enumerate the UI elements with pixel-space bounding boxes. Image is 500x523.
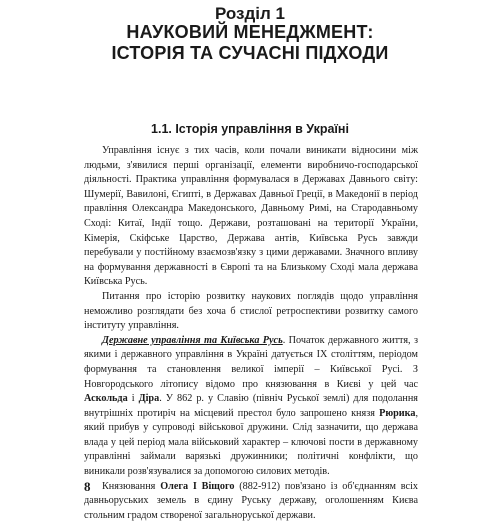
paragraph-3-text-c: , який прибув у супроводі військової дружини. Слід зазначити, що держава влада у цей період мала військовий характер – ключові пости в державному управлінні займали варязькі дружинники; політичні конфлікти, що виникали розв'язувалися за допомогою силових методів.	[84, 407, 418, 478]
chapter-title-line-2: ІСТОРІЯ ТА СУЧАСНІ ПІДХОДИ	[111, 43, 389, 63]
paragraph-1: Управління існує з тих часів, коли почали виникати відносини між людьми, з'явилися перші організації, елементи виробничо-господарської діяльності. Практика управління формувалася в Державах Давнього світу: Шумерії, Вавилоні, Єгипті, в Державах Давньої Греції, в Македонії в період правління Олександра Македонського, Давньому Римі, на Стародавньому Сході: Китаї, Індії тощо. Держави, розташовані на території України, Кімерія, Скіфське Царство, Держава антів, Київська Русь завжди перебували у постійному взаємозв'язку з цими державами. Значного впливу на формування державності в Європі та на Близькому Сході мала держава Київська Русь.	[84, 145, 418, 288]
name-dir: Діра	[138, 393, 160, 405]
paragraph-3-heading: Державне управління та Київська Русь	[102, 334, 283, 346]
paragraph-3-text-a: . Початок державного життя, з якими і державного управління в Україні датується IX століттям, періодом формування та становлення великої імперії – Київської Русі. З Новгородського літопису відомо про князювання в Києві у цей час	[84, 334, 418, 390]
name-riuryk: Рюрика	[379, 407, 416, 419]
paragraph-4-text-a: Князювання	[102, 480, 161, 492]
chapter-label: Розділ 1	[214, 4, 286, 23]
paragraph-4-text-b: (882-912) пов'язано із об'єднанням всіх давньоруських земель в єдину Руську державу, оголошенням Києва стольним градом створеної загальноруської держави.	[84, 480, 418, 521]
paragraph-2: Питання про історію розвитку наукових поглядів щодо управління неможливо розглядати без хоча б стислої ретроспективи розвитку самого інституту управління.	[84, 290, 418, 332]
chapter-title-line-1: НАУКОВИЙ МЕНЕДЖМЕНТ:	[126, 22, 374, 42]
paragraph-3	[84, 334, 418, 480]
name-oleg: Олега І Віщого	[160, 480, 235, 492]
page-number: 8	[84, 479, 91, 494]
name-askold: Аскольда	[84, 393, 128, 405]
chapter-title	[0, 22, 500, 64]
body-text	[84, 144, 418, 523]
paragraph-3-and: і	[127, 393, 139, 405]
section-title: 1.1. Історія управління в Україні	[151, 122, 349, 136]
paragraph-4	[84, 480, 418, 523]
paragraph-3-text-b: . У 862 р. у Славію (північ Руської землі) для подолання внутрішніх протиріч на місцевий престол було запрошено князя	[84, 393, 418, 419]
